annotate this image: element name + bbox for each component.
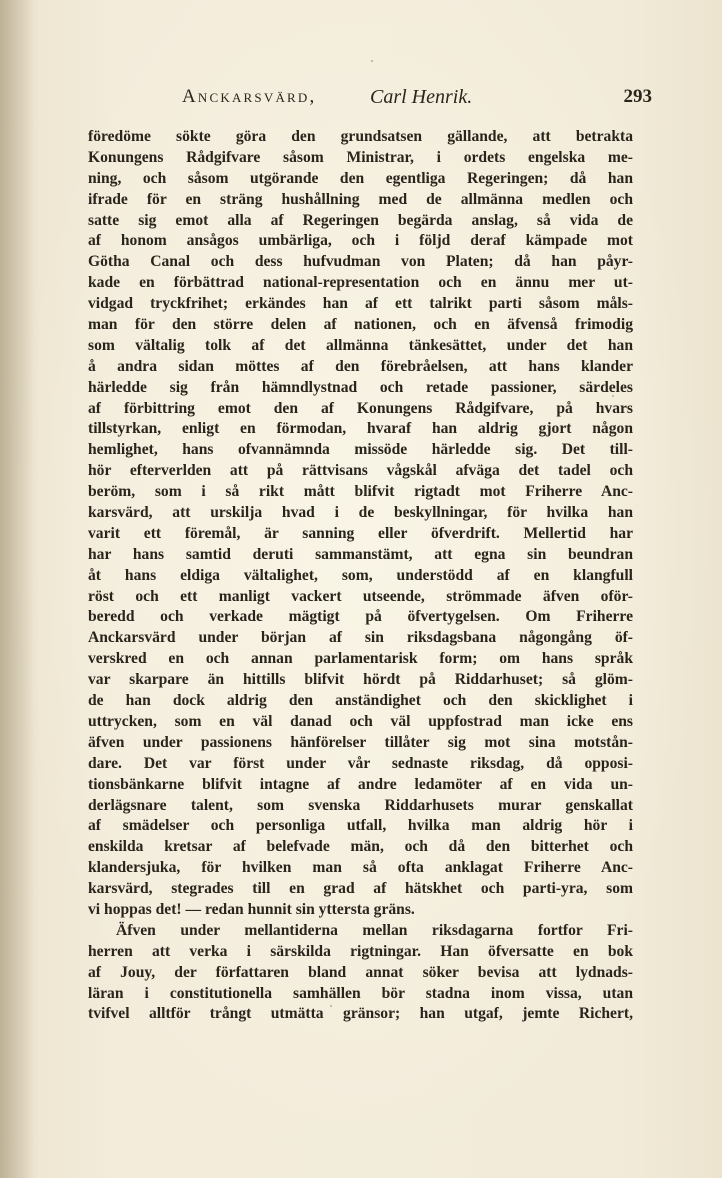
text-line: dare. Det var först under vår sednaste riksdag, då opposi- [88, 754, 633, 772]
text-line: ning, och såsom utgörande den egentliga Regeringen; då han [88, 169, 633, 187]
text-line: af honom ansågos umbärliga, och i följd deraf kämpade mot [88, 232, 633, 250]
text-line: uttrycken, som en väl danad och väl uppfostrad man icke ens [88, 712, 633, 730]
text-line: hör efterverlden att på rättvisans vågskål afväga det tadel och [88, 462, 633, 480]
text-line: af Jouy, der författaren bland annat söker bevisa att lydnads- [88, 963, 633, 981]
header-author: Anckarsvärd, [182, 86, 317, 107]
paper-speck [371, 60, 373, 62]
text-line: Götha Canal och dess hufvudman von Platen; då han påyr- [88, 253, 633, 271]
text-line: kade en förbättrad national-representation och en ännu mer ut- [88, 274, 633, 292]
text-line: föredöme sökte göra den grundsatsen gällande, att betrakta [88, 128, 633, 145]
binding-gutter-shadow [0, 0, 34, 1178]
text-line: äfven under passionens hänförelser tillåter sig mot sina motstån- [88, 733, 633, 751]
text-line: å andra sidan möttes af den förebråelsen, att hans klander [88, 357, 633, 375]
text-line: läran i constitutionella samhällen bör stadna inom vissa, utan [88, 984, 633, 1002]
text-line: Konungens Rådgifvare såsom Ministrar, i ordets engelska me- [88, 148, 633, 166]
paper-speck [330, 1005, 332, 1007]
text-line: man för den större delen af nationen, och en äfvenså frimodig [88, 316, 633, 334]
text-line: Anckarsvärd under början af sin riksdagsbana någongång öf- [88, 629, 633, 647]
text-line: beröm, som i så rikt mått blifvit rigtadt mot Friherre Anc- [88, 483, 633, 501]
text-line: åt hans eldiga vältalighet, som, understödd af en klangfull [88, 566, 633, 584]
text-line: var skarpare än hittills blifvit hördt på Riddarhuset; så glöm- [88, 671, 633, 689]
text-line: derlägsnare talent, som svenska Riddarhusets murar genskallat [88, 796, 633, 814]
text-line: satte sig emot alla af Regeringen begärda anslag, så vida de [88, 211, 633, 229]
text-line: karsvärd, att urskilja hvad i de beskyllningar, för hvilka han [88, 504, 633, 522]
text-line: har hans samtid deruti sammanstämt, att egna sin beundran [88, 545, 633, 563]
paper-speck [612, 395, 614, 397]
text-line: varit ett föremål, är sanning eller öfverdrift. Mellertid har [88, 524, 633, 542]
text-line: herren att verka i särskilda rigtningar. Han öfversatte en bok [88, 942, 633, 960]
text-line: klandersjuka, för hvilken man så ofta anklagat Friherre Anc- [88, 859, 633, 877]
text-line: verskred en och annan parlamentarisk form; om hans språk [88, 650, 633, 668]
text-line: tillstyrkan, enligt en förmodan, hvaraf han aldrig gjort någon [88, 420, 633, 438]
text-line: enskilda kretsar af belefvade män, och då den bitterhet och [88, 838, 633, 856]
text-line: som vältalig tolk af det allmänna tänkesättet, under det han [88, 336, 633, 354]
text-line: karsvärd, stegrades till en grad af hätskhet och parti-yra, som [88, 880, 633, 898]
text-line: af förbittring emot den af Konungens Rådgifvare, på hvars [88, 399, 633, 417]
text-line: af smädelser och personliga utfall, hvilka man aldrig hör i [88, 817, 633, 835]
text-line: de han dock aldrig den anständighet och den skicklighet i [88, 692, 633, 710]
text-line: vidgad tryckfrihet; erkändes han af ett talrikt parti såsom måls- [88, 295, 633, 313]
text-line: Äfven under mellantiderna mellan riksdagarna fortfor Fri- [116, 921, 633, 939]
body-text [88, 127, 633, 1025]
text-line: tionsbänkarne blifvit intagne af andre ledamöter af en vida un- [88, 775, 633, 793]
text-line: härledde sig från hämndlystnad och retade passioner, särdeles [88, 378, 633, 396]
text-line: beredd och verkade mägtigt på öfvertygelsen. Om Friherre [88, 608, 633, 626]
text-line: vi hoppas det! — redan hunnit sin yttersta gräns. [88, 900, 415, 918]
header-name: Carl Henrik. [370, 86, 473, 108]
text-line: röst och ett manligt vackert utseende, strömmade äfven oför- [88, 587, 633, 605]
text-line: ifrade för en sträng hushållning med de allmänna medlen och [88, 190, 633, 208]
page-number: 293 [623, 86, 652, 107]
text-line: tvifvel alltför trångt utmätta gränsor; han utgaf, jemte Richert, [88, 1005, 633, 1023]
text-line: hemlighet, hans ofvannämnda missöde härledde sig. Det till- [88, 441, 633, 459]
running-header [182, 86, 652, 114]
